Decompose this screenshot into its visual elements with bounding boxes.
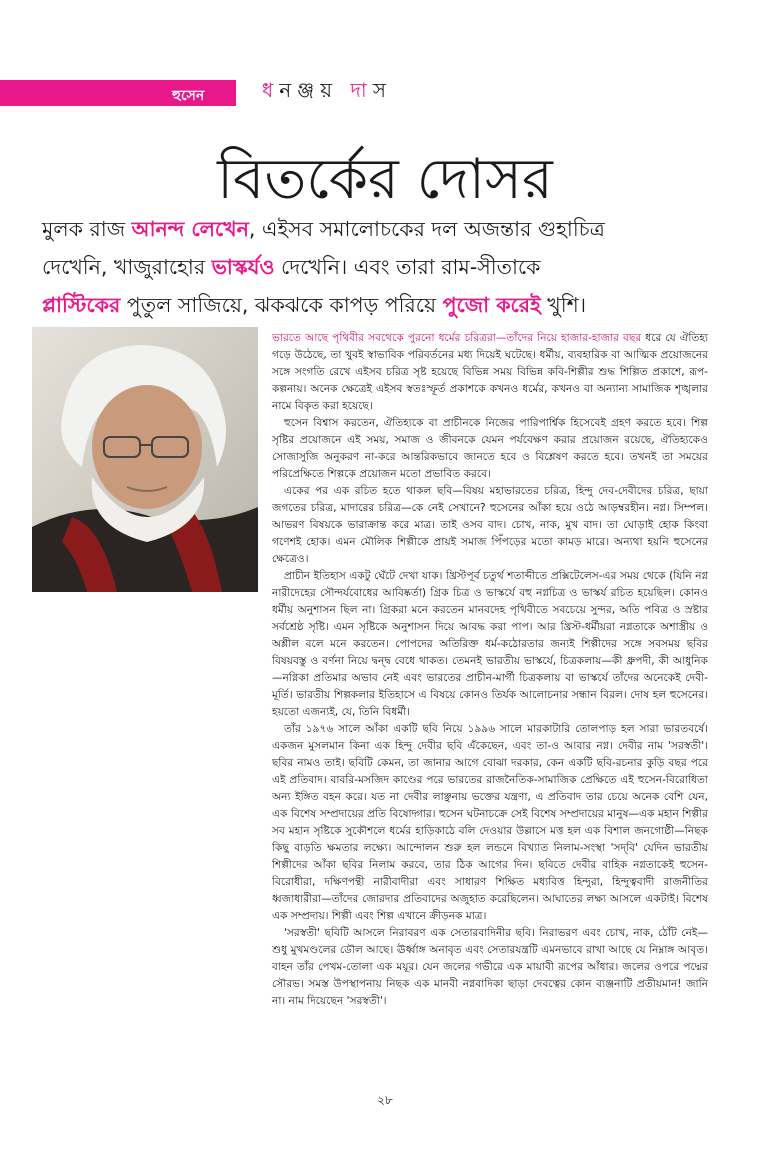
body-paragraph-2: হুসেন বিশ্বাস করতেন, ঐতিহ্যকে বা প্রাচীনকে নিজের পারিপার্শ্বিক হিসেবেই গ্রহণ করতে হবে। শিল্প সৃষ্টির প্রয়োজনে এই সময়, সমাজ ও জীবনকে যেমন পর্যবেক্ষণ করার প্রয়োজন রয়েছে, ঐতিহ্যকেও সোজাসুজি অনুকরণ না-করে আন্তরিকভাবে জানতে হবে ও বিশ্লেষণ করতে হবে। তখনই তা সময়ের পরিপ্রেক্ষিতে শিল্পকে প্রয়োজন মতো প্রভাবিত করবে।	[272, 417, 708, 480]
author-name	[262, 76, 392, 109]
body-paragraph-4: প্রাচীন ইতিহাস একটু ঘেঁটে দেখা যাক। খ্রিস্টপূর্ব চতুর্থ শতাব্দীতে প্রক্সিটেলেস-এর সময় থেকে (যিনি নগ্ন নারীদেহের সৌন্দর্যবোধের আবিষ্কর্তা) গ্রিক চিত্র ও ভাস্কর্যে বহু নগ্নচিত্র ও ভাস্কর্য রচিত হয়েছিল। কোনও ধর্মীয় অনুশাসন ছিল না। গ্রিকরা মনে করতেন মানবদেহ পৃথিবীতে সবচেয়ে সুন্দর, অতি পবিত্র ও স্রষ্টার সর্বশ্রেষ্ঠ সৃষ্টি। এমন সৃষ্টিকে অনুশাসন দিয়ে আবদ্ধ করা পাপ। আর খ্রিস্ট-ধর্মীয়রা নগ্নতাকে অশাস্ত্রীয় ও অশ্লীল বলে মনে করতেন। পোপদের অতিরিক্ত ধর্ম-কঠোরতার জন্যই শিল্পীদের সঙ্গে সবসময় ছবির বিষয়বস্তু ও বর্ণনা নিয়ে দ্বন্দ্ব বেধে থাকত। তেমনই ভারতীয় ভাস্কর্যে, চিত্রকলায়—কী ধ্রুপদী, কী আধুনিক—নগ্নিকা প্রতিমার অভাব নেই এবং ভারতের প্রাচীন-মার্গী চিত্রকলায় বা ভাস্কর্যে তাঁদের অনেকেই দেবী-মূর্তি। ভারতীয় শিল্পকলার ইতিহাসে এ বিষয়ে কোনও তির্যক আলোচনার সন্ধান বিরল। দোষ হল হুসেনের। হয়তো এজন্যই, যে, তিনি বিধর্মী।	[272, 570, 708, 718]
section-label: হুসেন	[172, 88, 205, 104]
body-paragraph-3: একের পর এক রচিত হতে থাকল ছবি—বিষয় মহাভারতের চরিত্র, হিন্দু দেব-দেবীদের চরিত্র, ছায়া জগতের চরিত্র, মাদারের চরিত্র—কে নেই সেখানে? হুসেনের আঁকা হয়ে ওঠে আড়ম্বরহীন। নগ্ন। সিম্পল। আভরণ বিষয়কে ভারাক্রান্ত করে মাত্র। তাই ওসব বাদ। চোখ, নাক, মুখ বাদ। তা ঘোড়াই হোক কিংবা গণেশই হোক। এমন মৌলিক শিল্পীকে প্রায়ই সমাজ পিঁপড়ের মতো কামড় মারে। অন্যথা হয়নি হুসেনের ক্ষেত্রেও।	[272, 485, 708, 565]
deck-quote	[42, 210, 742, 324]
author-part-2: নঞ্জয়	[279, 78, 339, 102]
deck-text: , এইসব সমালোচকের দল অজন্তার গুহাচিত্র	[248, 217, 605, 241]
deck-line-1	[42, 210, 742, 248]
deck-text: পুতুল সাজিয়ে, ঝকঝকে কাপড় পরিয়ে	[120, 293, 443, 317]
author-part-3: দা	[350, 78, 373, 102]
deck-text: খুশি।	[540, 293, 587, 317]
deck-highlight: পুজো করেই	[442, 293, 541, 317]
deck-highlight: আনন্দ লেখেন	[131, 217, 249, 241]
portrait-illustration	[32, 327, 258, 592]
author-part-4: স	[372, 78, 392, 102]
lead-line: ভারতে আছে পৃথিবীর সবথেকে পুরনো ধর্মের চরিত্ররা—তাঁদের নিয়ে হাজার-হাজার বছর	[272, 332, 642, 344]
body-paragraph-1	[272, 330, 708, 415]
body-paragraph-5: তাঁর ১৯৭৬ সালে আঁকা একটি ছবি নিয়ে ১৯৯৬ সালে মারকাটারি তোলপাড় হল সারা ভারতবর্ষে। একজন মুসলমান কিনা এক হিন্দু দেবীর ছবি এঁকেছেন, এবং তা-ও আবার নগ্ন। দেবীর নাম 'সরস্বতী'। ছবির নামও তাই। ছবিটি কেমন, তা জানার আগে বোঝা দরকার, কেন একটি ছবি-রচনার কুড়ি বছর পরে এই প্রতিবাদ। বাবরি-মসজিদ কাণ্ডের পরে ভারতের রাজনৈতিক-সামাজিক প্রেক্ষিতে এই হুসেন-বিরোধিতা অন্য ইঙ্গিত বহন করে। যত না দেবীর লাঞ্ছনায় ভক্তের যন্ত্রণা, এ প্রতিবাদ তার চেয়ে অনেক বেশি যেন, এক বিশেষ সম্প্রদায়ের প্রতি বিষোদ্গার। হুসেন ঘটনাচক্রে সেই বিশেষ সম্প্রদায়ের মানুষ—এক মহান শিল্পীর সব মহান সৃষ্টিকে সুকৌশলে ধর্মের হাড়িকাঠে বলি দেওয়ার উল্লাসে মত্ত হল এক বিশাল জনগোষ্ঠী—নিছক কিছু বাড়তি ক্ষমতার লক্ষ্যে। আন্দোলন শুরু হল লন্ডনে বিখ্যাত নিলাম-সংস্থা 'সদ্‌বি' যেদিন ভারতীয় শিল্পীদের আঁকা ছবির নিলাম করবে, তার ঠিক আগের দিন। ছবিতে দেবীর বাহিক নগ্নতাকেই হুসেন-বিরোধীরা, দক্ষিণপন্থী নারীবাদীরা এবং সাধারণ শিক্ষিত মধ্যবিত্ত হিন্দুরা, হিন্দুত্ববাদী রাজনীতির ধ্বজাধারীরা—তাঁদের জোরদার প্রতিবাদের অজুহাত করেছিলেন। আঘাতের লক্ষ্য আসলে একটাই। বিশেষ এক সম্প্রদায়। শিল্পী এবং শিল্প এখানে ক্রীড়নক মাত্র।	[272, 723, 708, 922]
body-column-top	[272, 330, 708, 1010]
portrait-photo	[32, 327, 258, 592]
deck-text: দেখেনি, খাজুরাহোর	[42, 255, 212, 279]
author-part-1: ধ	[262, 78, 280, 102]
deck-line-2	[42, 248, 742, 286]
deck-text: দেখেনি। এবং তারা রাম-সীতাকে	[274, 255, 541, 279]
body-text: ধরে যে ঐতিহ্য গড়ে উঠেছে, তা খুবই স্বাভাবিক পরিবর্তনের মধ্য দিয়েই ঘটেছে। ধর্মীয়, ব্যবহারিক বা আত্মিক প্রয়োজনের সঙ্গে সংগতি রেখে এইসব চরিত্র সৃষ্ট হয়েছে বিভিন্ন সময় বিভিন্ন কবি-শিল্পীর শুদ্ধ শিল্পিত প্রকাশে, রূপ-কল্পনায়। অনেক ক্ষেত্রেই এইসব স্বতঃস্ফূর্ত প্রকাশকে কখনও ধর্মের, কখনও বা অন্যান্য সামাজিক শৃঙ্খলার নামে বিকৃত করা হয়েছে।	[272, 332, 708, 412]
body-paragraph-6: 'সরস্বতী' ছবিটি আসলে নিরাবরণ এক সেতারবাদিনীর ছবি। নিরাভরণ এবং চোখ, নাক, ঠোঁট নেই—শুধু মুখমণ্ডলের ডৌল আছে। ঊর্ধ্বাঙ্গ অনাবৃত এবং সেতারযন্ত্রটি এমনভাবে রাখা আছে যে নিম্নাঙ্গ আবৃত। বাহন তাঁর পেখম-তোলা এক ময়ূর। যেন জলের গভীরে এক মায়াবী রূপের আঁধার। জলের ওপরে পদ্মের সৌরভ। সমস্ত উপস্থাপনায় নিছক এক মানবী নগ্নবাদিকা ছাড়া দেবত্বের কোন ব্যঞ্জনাটি প্রতীয়মান! জানি না। নাম দিয়েছেন 'সরস্বতী'।	[272, 927, 708, 1007]
article-title: বিতর্কের দোসর	[217, 147, 553, 212]
deck-line-3	[42, 286, 742, 324]
deck-text: মুলক রাজ	[42, 217, 132, 241]
deck-highlight: ভাস্কর্যও	[211, 255, 275, 279]
deck-highlight: প্লাস্টিকের	[42, 293, 121, 317]
page-number: ২৮	[377, 1093, 393, 1107]
